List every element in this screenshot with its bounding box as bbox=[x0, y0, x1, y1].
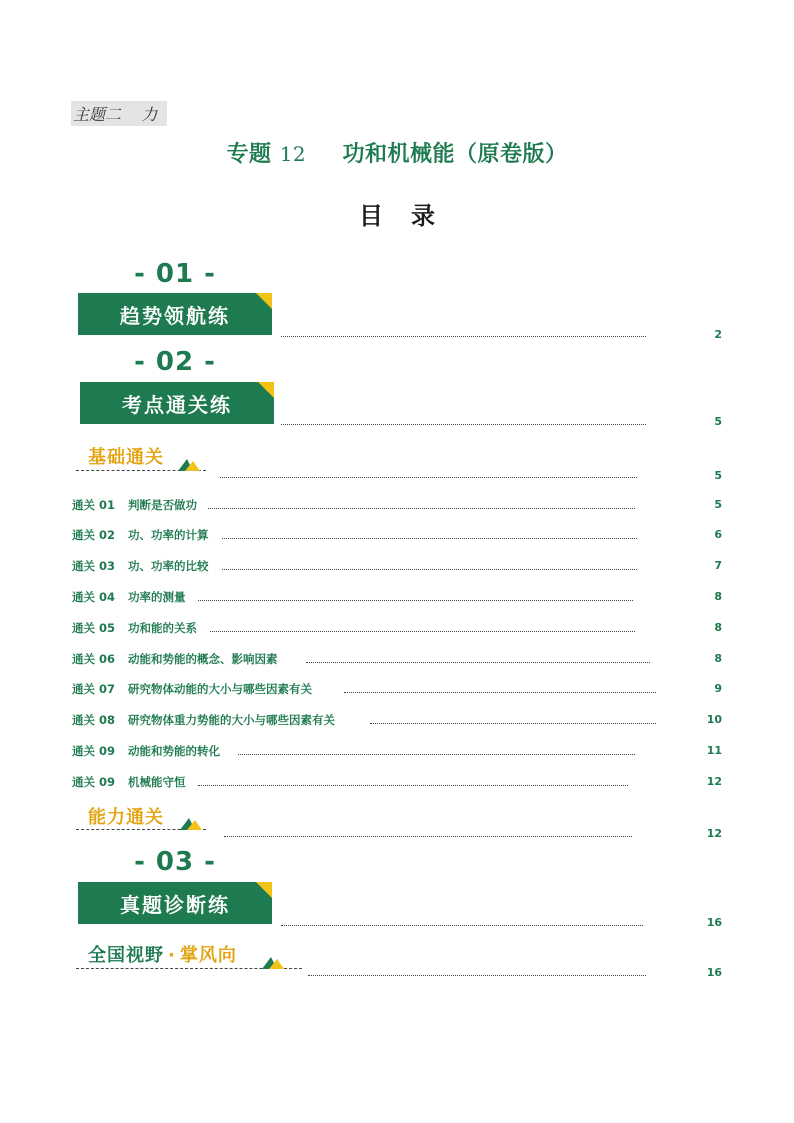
title-prefix: 专题 bbox=[226, 142, 272, 167]
entry-code: 通关 04 bbox=[72, 590, 116, 604]
page-number: 9 bbox=[714, 682, 722, 695]
separator-dot: · bbox=[168, 945, 176, 966]
page-number: 5 bbox=[714, 469, 722, 482]
dot-leader bbox=[238, 754, 635, 755]
entry-text: 功率的测量 bbox=[128, 590, 186, 604]
page-number: 8 bbox=[714, 652, 722, 665]
entry-text: 机械能守恒 bbox=[128, 775, 186, 789]
toc-entry[interactable] bbox=[72, 774, 186, 790]
toc-entry[interactable] bbox=[72, 589, 186, 605]
entry-code: 通关 08 bbox=[72, 713, 116, 727]
topic-tag: 主题二 力 bbox=[71, 101, 167, 126]
entry-code: 通关 02 bbox=[72, 528, 116, 542]
page-number: 16 bbox=[706, 916, 722, 929]
entry-code: 通关 09 bbox=[72, 744, 116, 758]
dot-leader bbox=[306, 662, 650, 663]
entry-code: 通关 05 bbox=[72, 621, 116, 635]
entry-text: 动能和势能的转化 bbox=[128, 744, 220, 758]
entry-text: 功和能的关系 bbox=[128, 621, 197, 635]
entry-text: 研究物体重力势能的大小与哪些因素有关 bbox=[128, 713, 335, 727]
section-number-03: - 03 - bbox=[134, 847, 216, 877]
toc-entry[interactable] bbox=[72, 558, 209, 574]
toc-entry[interactable] bbox=[72, 681, 312, 697]
toc-entry[interactable] bbox=[72, 620, 197, 636]
subsection-ability[interactable]: 能力通关 bbox=[88, 807, 164, 828]
dot-leader bbox=[370, 723, 656, 724]
page-number: 8 bbox=[714, 590, 722, 603]
dot-leader bbox=[210, 631, 635, 632]
mountain-icon bbox=[178, 457, 200, 471]
dot-leader bbox=[222, 538, 637, 539]
dot-leader bbox=[281, 336, 646, 337]
title-main: 功和机械能（原卷版） bbox=[342, 142, 568, 167]
page-number: 2 bbox=[714, 328, 722, 341]
page-number: 5 bbox=[714, 498, 722, 511]
page-number: 7 bbox=[714, 559, 722, 572]
dot-leader bbox=[281, 424, 646, 425]
dot-leader bbox=[281, 925, 643, 926]
toc-entry[interactable] bbox=[72, 651, 278, 667]
section-banner-trend[interactable] bbox=[78, 293, 272, 335]
entry-text: 研究物体动能的大小与哪些因素有关 bbox=[128, 682, 312, 696]
entry-code: 通关 07 bbox=[72, 682, 116, 696]
title-number: 12 bbox=[279, 142, 307, 166]
toc-entry[interactable] bbox=[72, 527, 209, 543]
dot-leader bbox=[198, 600, 633, 601]
dot-leader bbox=[222, 569, 637, 570]
page-number: 12 bbox=[706, 775, 722, 788]
page-number: 6 bbox=[714, 528, 722, 541]
entry-code: 通关 01 bbox=[72, 498, 116, 512]
page-number: 16 bbox=[706, 966, 722, 979]
toc-entry[interactable] bbox=[72, 743, 220, 759]
dot-leader bbox=[220, 477, 637, 478]
document-title bbox=[0, 137, 794, 168]
section-banner-label: 趋势领航练 bbox=[120, 303, 230, 328]
entry-code: 通关 09 bbox=[72, 775, 116, 789]
page-number: 5 bbox=[714, 415, 722, 428]
entry-text: 功、功率的计算 bbox=[128, 528, 209, 542]
mountain-icon bbox=[262, 955, 284, 969]
entry-code: 通关 03 bbox=[72, 559, 116, 573]
subsection-basic[interactable]: 基础通关 bbox=[88, 447, 164, 468]
section-banner-checkpoint[interactable] bbox=[80, 382, 274, 424]
section-banner-real-exam[interactable] bbox=[78, 882, 272, 924]
toc-entry[interactable] bbox=[72, 497, 197, 513]
page-number: 11 bbox=[706, 744, 722, 757]
page-number: 12 bbox=[706, 827, 722, 840]
entry-text: 动能和势能的概念、影响因素 bbox=[128, 652, 278, 666]
subsection-national-b: 掌风向 bbox=[179, 945, 237, 966]
dot-leader bbox=[308, 975, 646, 976]
section-number-01: - 01 - bbox=[134, 259, 216, 289]
subsection-national-a: 全国视野 bbox=[88, 945, 164, 966]
page-number: 8 bbox=[714, 621, 722, 634]
section-number-02: - 02 - bbox=[134, 347, 216, 377]
section-banner-label: 真题诊断练 bbox=[120, 892, 230, 917]
entry-code: 通关 06 bbox=[72, 652, 116, 666]
page-number: 10 bbox=[706, 713, 722, 726]
entry-text: 判断是否做功 bbox=[128, 498, 197, 512]
dot-leader bbox=[198, 785, 628, 786]
toc-heading: 目录 bbox=[359, 202, 463, 230]
dot-leader bbox=[224, 836, 632, 837]
dot-leader bbox=[344, 692, 656, 693]
entry-text: 功、功率的比较 bbox=[128, 559, 209, 573]
toc-entry[interactable] bbox=[72, 712, 335, 728]
dot-leader bbox=[208, 508, 635, 509]
section-banner-label: 考点通关练 bbox=[122, 392, 232, 417]
mountain-icon bbox=[180, 816, 202, 830]
subsection-national[interactable] bbox=[88, 941, 237, 967]
